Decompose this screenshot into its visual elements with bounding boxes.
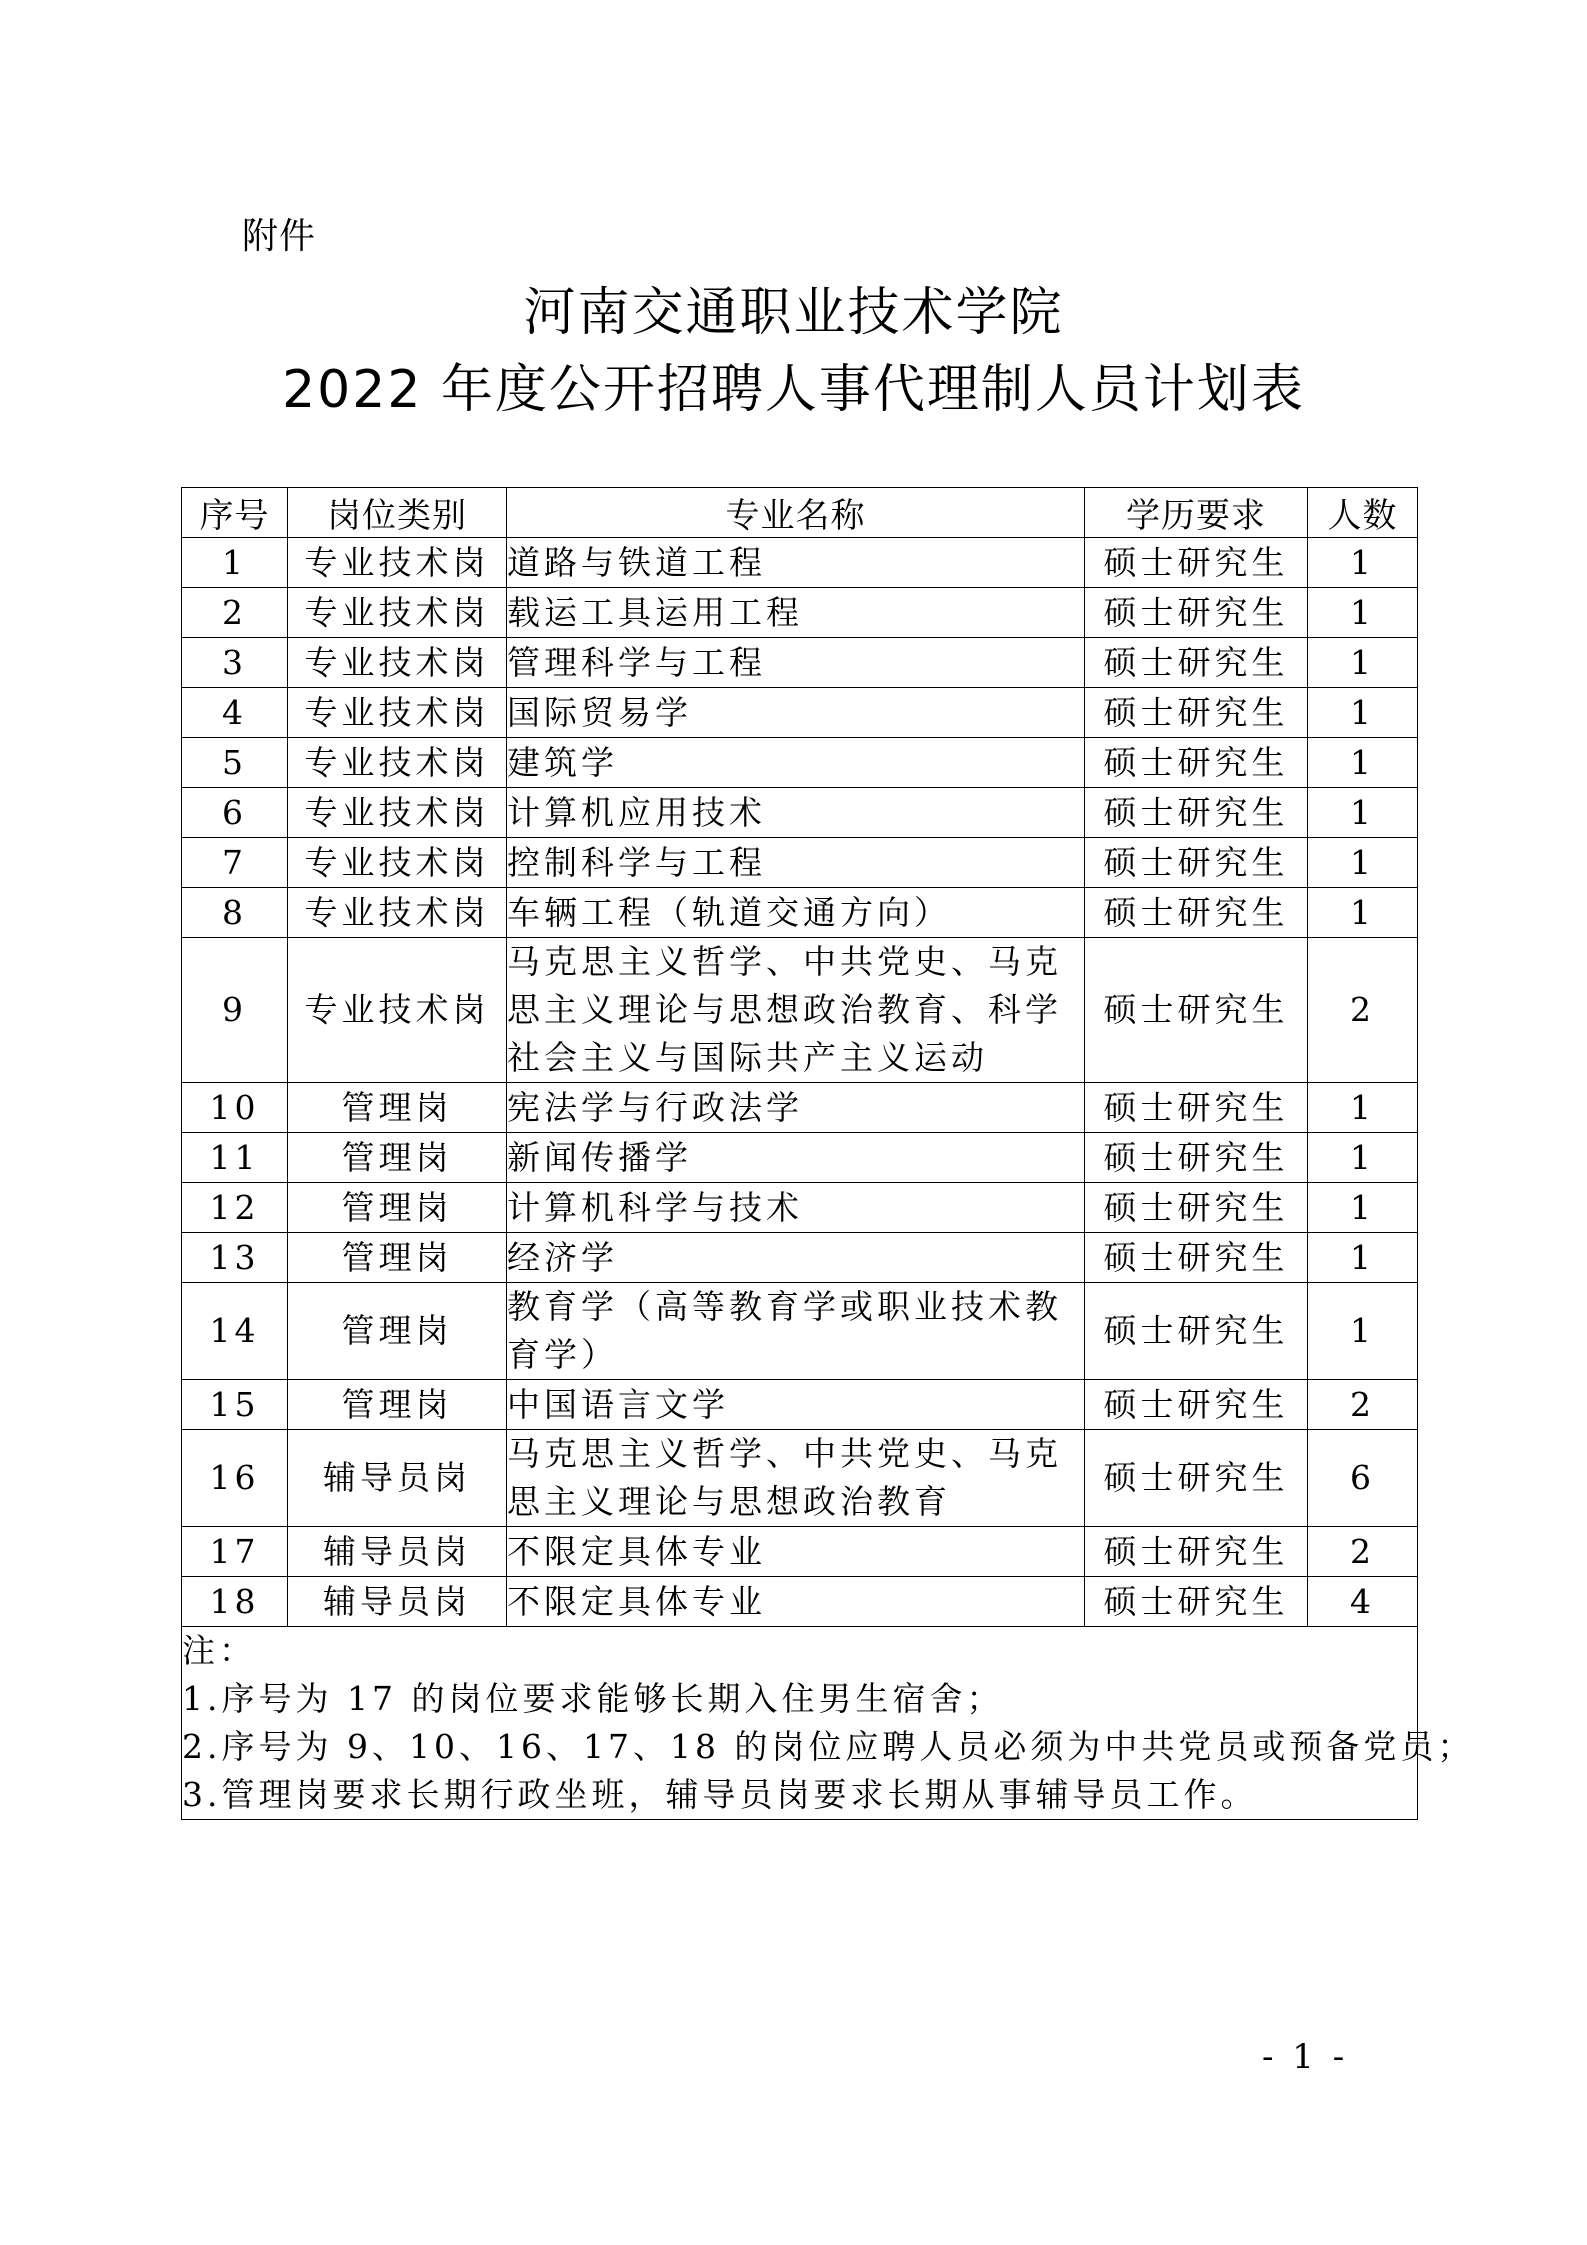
- notes-title: 注：: [182, 1631, 256, 1670]
- cell-category: 专业技术岗: [288, 688, 507, 738]
- table-row: [182, 1133, 1418, 1183]
- cell-category: 专业技术岗: [288, 938, 507, 1083]
- cell-education: 硕士研究生: [1085, 738, 1308, 788]
- note-item: 3.管理岗要求长期行政坐班，辅导员岗要求长期从事辅导员工作。: [182, 1775, 1258, 1814]
- cell-category: 管理岗: [288, 1133, 507, 1183]
- table-row: [182, 1430, 1418, 1527]
- cell-category: 专业技术岗: [288, 588, 507, 638]
- table-row: [182, 638, 1418, 688]
- cell-major: 马克思主义哲学、中共党史、马克思主义理论与思想政治教育: [507, 1430, 1085, 1527]
- cell-category: 辅导员岗: [288, 1430, 507, 1527]
- cell-count: 4: [1308, 1577, 1418, 1627]
- attachment-label: 附件: [242, 216, 317, 257]
- cell-major: 计算机科学与技术: [507, 1183, 1085, 1233]
- cell-category: 专业技术岗: [288, 888, 507, 938]
- cell-education: 硕士研究生: [1085, 1283, 1308, 1380]
- cell-number: 1: [182, 538, 288, 588]
- cell-education: 硕士研究生: [1085, 1233, 1308, 1283]
- cell-major: 管理科学与工程: [507, 638, 1085, 688]
- header-number: 序号: [182, 488, 288, 538]
- cell-number: 9: [182, 938, 288, 1083]
- cell-number: 2: [182, 588, 288, 638]
- cell-major: 经济学: [507, 1233, 1085, 1283]
- cell-education: 硕士研究生: [1085, 1183, 1308, 1233]
- cell-category: 管理岗: [288, 1380, 507, 1430]
- cell-education: 硕士研究生: [1085, 938, 1308, 1083]
- cell-education: 硕士研究生: [1085, 1577, 1308, 1627]
- table-row: [182, 888, 1418, 938]
- cell-major: 不限定具体专业: [507, 1577, 1085, 1627]
- cell-category: 管理岗: [288, 1233, 507, 1283]
- cell-education: 硕士研究生: [1085, 888, 1308, 938]
- cell-number: 3: [182, 638, 288, 688]
- cell-major: 马克思主义哲学、中共党史、马克思主义理论与思想政治教育、科学社会主义与国际共产主义运动: [507, 938, 1085, 1083]
- cell-category: 专业技术岗: [288, 788, 507, 838]
- cell-number: 16: [182, 1430, 288, 1527]
- cell-category: 管理岗: [288, 1283, 507, 1380]
- cell-number: 12: [182, 1183, 288, 1233]
- table-row: [182, 1380, 1418, 1430]
- notes-cell: [182, 1627, 1475, 1820]
- cell-major: 建筑学: [507, 738, 1085, 788]
- table-row: [182, 538, 1418, 588]
- cell-major: 教育学（高等教育学或职业技术教育学）: [507, 1283, 1085, 1380]
- page-number: - 1 -: [1262, 2037, 1349, 2077]
- table-row: [182, 738, 1418, 788]
- table-row: [182, 1577, 1418, 1627]
- cell-major: 中国语言文学: [507, 1380, 1085, 1430]
- table-row: [182, 588, 1418, 638]
- cell-count: 1: [1308, 638, 1418, 688]
- header-education: 学历要求: [1085, 488, 1308, 538]
- table-row: [182, 938, 1418, 1083]
- cell-category: 专业技术岗: [288, 538, 507, 588]
- cell-number: 7: [182, 838, 288, 888]
- cell-count: 1: [1308, 1083, 1418, 1133]
- cell-count: 6: [1308, 1430, 1418, 1527]
- cell-education: 硕士研究生: [1085, 1133, 1308, 1183]
- cell-category: 管理岗: [288, 1183, 507, 1233]
- header-category: 岗位类别: [288, 488, 507, 538]
- cell-number: 8: [182, 888, 288, 938]
- cell-major: 计算机应用技术: [507, 788, 1085, 838]
- table-row: [182, 1233, 1418, 1283]
- cell-category: 辅导员岗: [288, 1577, 507, 1627]
- page-title-line2: 2022 年度公开招聘人事代理制人员计划表: [282, 360, 1305, 420]
- cell-number: 17: [182, 1527, 288, 1577]
- cell-number: 13: [182, 1233, 288, 1283]
- cell-category: 专业技术岗: [288, 838, 507, 888]
- cell-category: 专业技术岗: [288, 638, 507, 688]
- table-row: [182, 1183, 1418, 1233]
- cell-count: 1: [1308, 888, 1418, 938]
- table-row: [182, 1283, 1418, 1380]
- table-header-row: [182, 488, 1418, 538]
- cell-count: 1: [1308, 788, 1418, 838]
- cell-number: 5: [182, 738, 288, 788]
- cell-major: 道路与铁道工程: [507, 538, 1085, 588]
- cell-major: 新闻传播学: [507, 1133, 1085, 1183]
- cell-count: 2: [1308, 1527, 1418, 1577]
- note-item: 1.序号为 17 的岗位要求能够长期入住男生宿舍；: [182, 1679, 1004, 1718]
- cell-education: 硕士研究生: [1085, 538, 1308, 588]
- page-title-line1: 河南交通职业技术学院: [523, 283, 1064, 343]
- cell-education: 硕士研究生: [1085, 588, 1308, 638]
- cell-education: 硕士研究生: [1085, 688, 1308, 738]
- cell-education: 硕士研究生: [1085, 1430, 1308, 1527]
- cell-number: 11: [182, 1133, 288, 1183]
- cell-major: 宪法学与行政法学: [507, 1083, 1085, 1133]
- cell-count: 1: [1308, 1133, 1418, 1183]
- cell-number: 15: [182, 1380, 288, 1430]
- recruitment-plan-table: [181, 487, 1475, 1820]
- cell-count: 1: [1308, 1283, 1418, 1380]
- table-row: [182, 1527, 1418, 1577]
- notes-row: [182, 1627, 1418, 1820]
- cell-number: 18: [182, 1577, 288, 1627]
- cell-count: 1: [1308, 538, 1418, 588]
- cell-major: 不限定具体专业: [507, 1527, 1085, 1577]
- cell-education: 硕士研究生: [1085, 788, 1308, 838]
- cell-major: 国际贸易学: [507, 688, 1085, 738]
- cell-number: 4: [182, 688, 288, 738]
- cell-education: 硕士研究生: [1085, 1527, 1308, 1577]
- header-count: 人数: [1308, 488, 1418, 538]
- cell-count: 1: [1308, 588, 1418, 638]
- cell-major: 载运工具运用工程: [507, 588, 1085, 638]
- table-row: [182, 1083, 1418, 1133]
- cell-count: 1: [1308, 1183, 1418, 1233]
- table-row: [182, 688, 1418, 738]
- cell-count: 1: [1308, 688, 1418, 738]
- cell-education: 硕士研究生: [1085, 838, 1308, 888]
- table-row: [182, 838, 1418, 888]
- table-row: [182, 788, 1418, 838]
- note-item: 2.序号为 9、10、16、17、18 的岗位应聘人员必须为中共党员或预备党员；: [182, 1727, 1475, 1766]
- cell-category: 管理岗: [288, 1083, 507, 1133]
- cell-major: 车辆工程（轨道交通方向）: [507, 888, 1085, 938]
- cell-category: 专业技术岗: [288, 738, 507, 788]
- cell-education: 硕士研究生: [1085, 1083, 1308, 1133]
- cell-count: 1: [1308, 738, 1418, 788]
- cell-education: 硕士研究生: [1085, 1380, 1308, 1430]
- cell-number: 6: [182, 788, 288, 838]
- cell-number: 14: [182, 1283, 288, 1380]
- cell-major: 控制科学与工程: [507, 838, 1085, 888]
- cell-count: 2: [1308, 1380, 1418, 1430]
- header-major: 专业名称: [507, 488, 1085, 538]
- cell-number: 10: [182, 1083, 288, 1133]
- cell-count: 1: [1308, 838, 1418, 888]
- cell-education: 硕士研究生: [1085, 638, 1308, 688]
- cell-category: 辅导员岗: [288, 1527, 507, 1577]
- cell-count: 2: [1308, 938, 1418, 1083]
- cell-count: 1: [1308, 1233, 1418, 1283]
